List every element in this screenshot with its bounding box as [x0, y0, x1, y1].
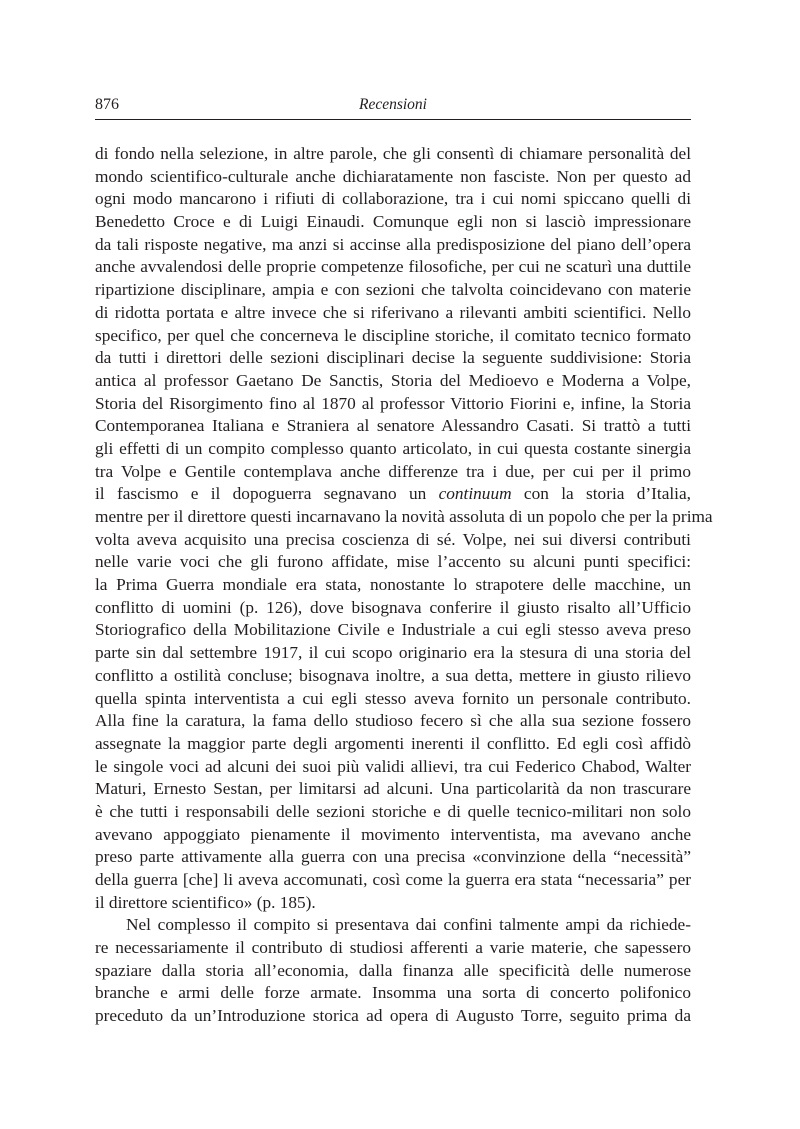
text-line: anche avvalendosi delle proprie competenze filosofiche, per cui ne scaturì una duttile: [95, 257, 691, 277]
text-line: mentre per il direttore questi incarnavano la novità assoluta di un popolo che per la prima: [95, 507, 713, 526]
paragraph-first-line: Nel complesso il compito si presentava dai confini talmente ampi da richiede-: [126, 915, 691, 935]
text-line: Storia del Risorgimento fino al 1870 al professor Vittorio Fiorini e, infine, la Storia: [95, 393, 691, 413]
text-line: di ridotta portata e altre invece che si riferivano a rilevanti ambiti scientifici. Nello: [95, 302, 691, 322]
text-line: gli effetti di un compito complesso quanto articolato, in cui questa costante sinergia: [95, 438, 691, 458]
text-line: Storiografico della Mobilitazione Civile e Industriale a cui egli stesso aveva preso: [95, 620, 691, 640]
text-line: Alla fine la caratura, la fama dello studioso fecero sì che alla sua sezione fossero: [95, 711, 691, 731]
text-line: è che tutti i responsabili delle sezioni storiche e di quelle tecnico-militari non solo: [95, 801, 691, 821]
text-line: conflitto di uomini (p. 126), dove bisognava conferire il giusto risalto all’Ufficio: [95, 597, 691, 617]
text-line-mixed: [95, 483, 691, 506]
text-line: specifico, per quel che concerneva le discipline storiche, il comitato tecnico formato: [95, 325, 691, 345]
header-rule: [95, 119, 691, 120]
text-line: il direttore scientifico» (p. 185).: [95, 892, 316, 912]
text-line: ogni modo mancarono i rifiuti di collaborazione, tra i cui nomi spiccano quelli di: [95, 189, 691, 209]
text-line: volta aveva acquisito una precisa coscienza di sé. Volpe, nei sui diversi contributi: [95, 529, 691, 549]
text-line: Contemporanea Italiana e Straniera al senatore Alessandro Casati. Si trattò a tutti: [95, 416, 691, 436]
text-line: la Prima Guerra mondiale era stata, nonostante lo strapotere delle macchine, un: [95, 575, 691, 595]
text-line: della guerra [che] li aveva accomunati, così come la guerra era stata “necessaria” per: [95, 870, 691, 889]
text-line: antica al professor Gaetano De Sanctis, Storia del Medioevo e Moderna a Volpe,: [95, 370, 691, 390]
text-line: di fondo nella selezione, in altre parole, che gli consentì di chiamare personalità del: [95, 144, 691, 163]
text-line: assegnate la maggior parte degli argomenti inerenti il conflitto. Ed egli così affidò: [95, 733, 691, 753]
text-line: preso parte attivamente alla guerra con una precisa «convinzione della “necessità”: [95, 847, 691, 867]
text-line: ripartizione disciplinare, ampia e con sezioni che talvolta coincidevano con materie: [95, 280, 691, 300]
text-line: mondo scientifico-culturale anche dichiaratamente non fasciste. Non per questo ad: [95, 166, 691, 186]
text-line: preceduto da un’Introduzione storica ad opera di Augusto Torre, seguito prima da: [95, 1006, 691, 1026]
text-line: quella spinta interventista a cui egli stesso aveva fornito un personale contributo.: [95, 688, 691, 708]
text-line: Maturi, Ernesto Sestan, per limitarsi ad alcuni. Una particolarità da non trascurare: [95, 779, 691, 799]
page-header: [95, 96, 691, 118]
text-line: spaziare dalla storia all’economia, dalla finanza alle specificità delle numerose: [95, 960, 691, 980]
text-line: avevano appoggiato pienamente il movimento interventista, ma avevano anche: [95, 824, 691, 844]
text-line: parte sin dal settembre 1917, il cui scopo originario era la stesura di una storia del: [95, 643, 691, 663]
text-line: re necessariamente il contributo di studiosi afferenti a varie materie, che sapessero: [95, 938, 691, 958]
text-line: branche e armi delle forze armate. Insomma una sorta di concerto polifonico: [95, 983, 691, 1003]
text-line: nelle varie voci che gli furono affidate, mise l’accento su alcuni punti specifici:: [95, 552, 691, 572]
text-line: le singole voci ad alcuni dei suoi più validi allievi, tra cui Federico Chabod, Walter: [95, 756, 691, 776]
body-text: [95, 143, 713, 1028]
running-title: Recensioni: [358, 96, 427, 113]
text-line: da tutti i direttori delle sezioni disciplinari decise la seguente suddivisione: Storia: [95, 348, 691, 368]
text-line: Benedetto Croce e di Luigi Einaudi. Comunque egli non si lasciò impressionare: [95, 212, 691, 232]
page-number: 876: [95, 96, 119, 113]
italic-term: continuum: [438, 484, 512, 504]
text-fragment: il fascismo e il dopoguerra segnavano un: [95, 484, 427, 504]
text-line: conflitto a ostilità concluse; bisognava inoltre, a sua detta, mettere in giusto rilievo: [95, 665, 691, 685]
text-fragment: con la storia d’Italia,: [511, 484, 691, 504]
text-line: tra Volpe e Gentile contemplava anche differenze tra i due, per cui per il primo: [95, 461, 691, 481]
text-line: da tali risposte negative, ma anzi si accinse alla predisposizione del piano dell’opera: [95, 234, 691, 254]
